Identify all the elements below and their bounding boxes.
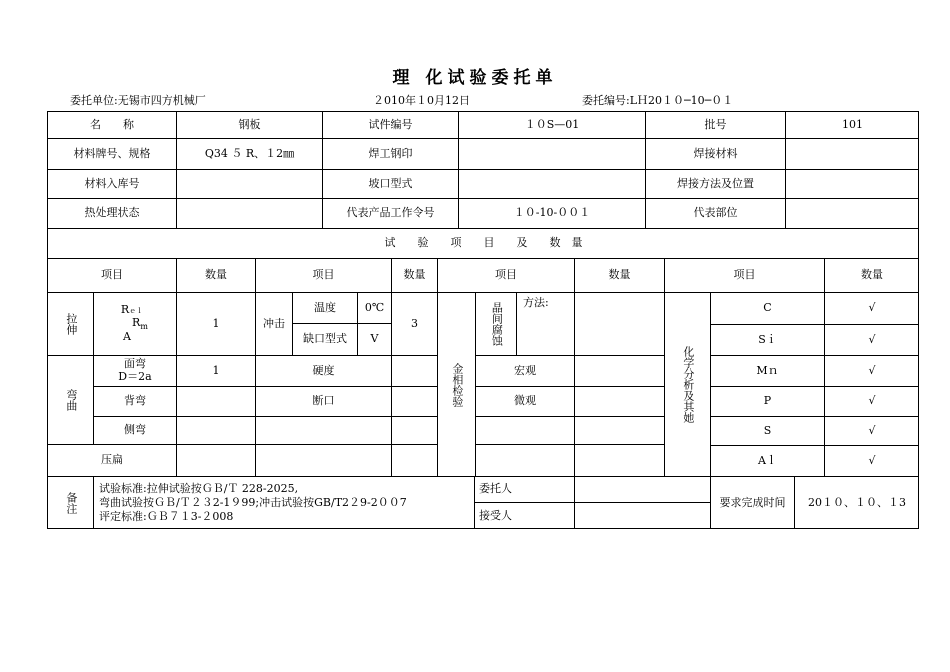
accept-person-label: 接受人 <box>474 502 574 529</box>
chemical-analysis-label: 化学分析及其她 <box>664 292 710 476</box>
standard-line-3: 评定标准:ＧＢ７１3-２008 <box>99 509 234 523</box>
flatten-qty[interactable] <box>176 444 255 476</box>
storage-no-label: 材料入库号 <box>47 169 176 198</box>
blank-qty-4[interactable] <box>574 444 664 476</box>
macro-label: 宏观 <box>475 355 574 386</box>
side-bend-qty[interactable] <box>176 416 255 444</box>
groove-type-label: 坡口型式 <box>322 169 458 198</box>
representative-part-value[interactable] <box>785 198 919 228</box>
face-bend-text: 面弯 <box>124 357 146 371</box>
face-bend-label <box>93 355 176 386</box>
work-order-label: 代表产品工作令号 <box>322 198 458 228</box>
tensile-properties <box>93 292 176 355</box>
table-bottom-border <box>47 528 919 529</box>
hardness-label: 硬度 <box>255 355 391 386</box>
request-form-table <box>47 111 919 529</box>
batch-label: 批号 <box>645 111 785 138</box>
col-header-item-4: 项目 <box>664 258 824 292</box>
col-header-qty-4: 数量 <box>824 258 919 292</box>
col-header-qty-2: 数量 <box>391 258 437 292</box>
col-header-qty-3: 数量 <box>574 258 664 292</box>
blank-item-1[interactable] <box>255 416 391 444</box>
welding-method-value[interactable] <box>785 169 919 198</box>
element-c-check[interactable]: √ <box>824 292 919 324</box>
table-right-border <box>918 111 919 529</box>
intergranular-corrosion-label: 晶间腐蚀 <box>475 292 516 355</box>
impact-temp-label: 温度 <box>292 292 357 323</box>
bend-label: 弯曲 <box>47 355 93 444</box>
specimen-no-label: 试件编号 <box>322 111 458 138</box>
col-header-qty-1: 数量 <box>176 258 255 292</box>
heat-treatment-label: 热处理状态 <box>47 198 176 228</box>
batch-value[interactable]: 101 <box>785 111 919 138</box>
test-items-section-title: 试 验 项 目 及 数 量 <box>47 228 919 258</box>
tensile-label: 拉伸 <box>47 292 93 355</box>
name-value[interactable]: 钢板 <box>176 111 322 138</box>
deadline-value[interactable]: 20１０、１０、１3 <box>794 476 919 529</box>
welder-stamp-value[interactable] <box>458 138 645 169</box>
element-c: C <box>710 292 824 324</box>
work-order-value[interactable]: １０-10-００１ <box>458 198 645 228</box>
tensile-rm-sub: m <box>140 322 148 331</box>
face-bend-diameter: D＝2a <box>118 370 152 383</box>
remarks-label: 备注 <box>47 476 93 529</box>
welding-material-label: 焊接材料 <box>645 138 785 169</box>
blank-qty-1[interactable] <box>391 416 437 444</box>
tensile-rel-sub: ｅｌ <box>129 307 144 316</box>
deadline-label: 要求完成时间 <box>710 476 794 529</box>
heat-treatment-value[interactable] <box>176 198 322 228</box>
representative-part-label: 代表部位 <box>645 198 785 228</box>
fracture-qty[interactable] <box>391 386 437 416</box>
element-al: Aｌ <box>710 445 824 476</box>
client-unit: 委托单位:无锡市四方机械厂 <box>70 94 206 107</box>
entrust-person-label: 委托人 <box>474 476 574 502</box>
standard-line-2: 弯曲试验按ＧＢ/Ｔ２３2-1９99;冲击试验按GB/T2２9-2００7 <box>99 496 407 510</box>
form-title: 理 化试验委托单 <box>392 68 558 88</box>
grade-value[interactable]: Q34 ５ R、１2㎜ <box>176 138 322 169</box>
micro-qty[interactable] <box>574 386 664 416</box>
tensile-qty[interactable]: 1 <box>176 292 255 355</box>
blank-item-2[interactable] <box>475 416 574 444</box>
request-date: ２010年１0月12日 <box>373 94 470 107</box>
macro-qty[interactable] <box>574 355 664 386</box>
accept-person-value[interactable] <box>574 502 710 529</box>
welding-method-label: 焊接方法及位置 <box>645 169 785 198</box>
specimen-no-value[interactable]: １０S—01 <box>458 111 645 138</box>
element-s-check[interactable]: √ <box>824 416 919 445</box>
micro-label: 微观 <box>475 386 574 416</box>
back-bend-label: 背弯 <box>93 386 176 416</box>
element-si: Sｉ <box>710 324 824 355</box>
entrust-person-value[interactable] <box>574 476 710 502</box>
corrosion-qty[interactable] <box>574 292 664 355</box>
col-header-item-1: 项目 <box>47 258 176 292</box>
face-bend-qty[interactable]: 1 <box>176 355 255 386</box>
test-standards <box>93 476 474 529</box>
tensile-a: A <box>123 330 131 344</box>
name-label: 名 称 <box>47 111 176 138</box>
impact-notch-label: 缺口型式 <box>292 323 357 355</box>
impact-temp-value[interactable]: 0℃ <box>357 292 391 323</box>
element-mn: Mｎ <box>710 355 824 386</box>
element-p: P <box>710 386 824 416</box>
blank-item-3[interactable] <box>255 444 391 476</box>
blank-item-4[interactable] <box>475 444 574 476</box>
element-p-check[interactable]: √ <box>824 386 919 416</box>
back-bend-qty[interactable] <box>176 386 255 416</box>
impact-label: 冲击 <box>255 292 292 355</box>
element-mn-check[interactable]: √ <box>824 355 919 386</box>
hardness-qty[interactable] <box>391 355 437 386</box>
blank-qty-3[interactable] <box>391 444 437 476</box>
blank-qty-2[interactable] <box>574 416 664 444</box>
side-bend-label: 侧弯 <box>93 416 176 444</box>
metallographic-label: 金相检验 <box>437 292 475 476</box>
grade-label: 材料牌号、规格 <box>47 138 176 169</box>
flatten-label: 压扁 <box>47 444 176 476</box>
impact-qty[interactable]: 3 <box>391 292 437 355</box>
col-header-item-3: 项目 <box>437 258 574 292</box>
tensile-rel: R <box>120 303 130 317</box>
element-s: S <box>710 416 824 445</box>
col-header-item-2: 项目 <box>255 258 391 292</box>
corrosion-method[interactable]: 方法: <box>516 292 574 355</box>
storage-no-value[interactable] <box>176 169 322 198</box>
welding-material-value[interactable] <box>785 138 919 169</box>
tensile-rm: R <box>132 315 141 329</box>
element-al-check[interactable]: √ <box>824 445 919 476</box>
request-number: 委托编号:LＨ20１０─10─０１ <box>582 94 734 107</box>
fracture-label: 断口 <box>255 386 391 416</box>
welder-stamp-label: 焊工钢印 <box>322 138 458 169</box>
impact-notch-value[interactable]: V <box>357 323 391 355</box>
element-si-check[interactable]: √ <box>824 324 919 355</box>
groove-type-value[interactable] <box>458 169 645 198</box>
standard-line-1: 试验标准:拉伸试验按ＧＢ/Ｔ 228-2025, <box>99 482 299 496</box>
